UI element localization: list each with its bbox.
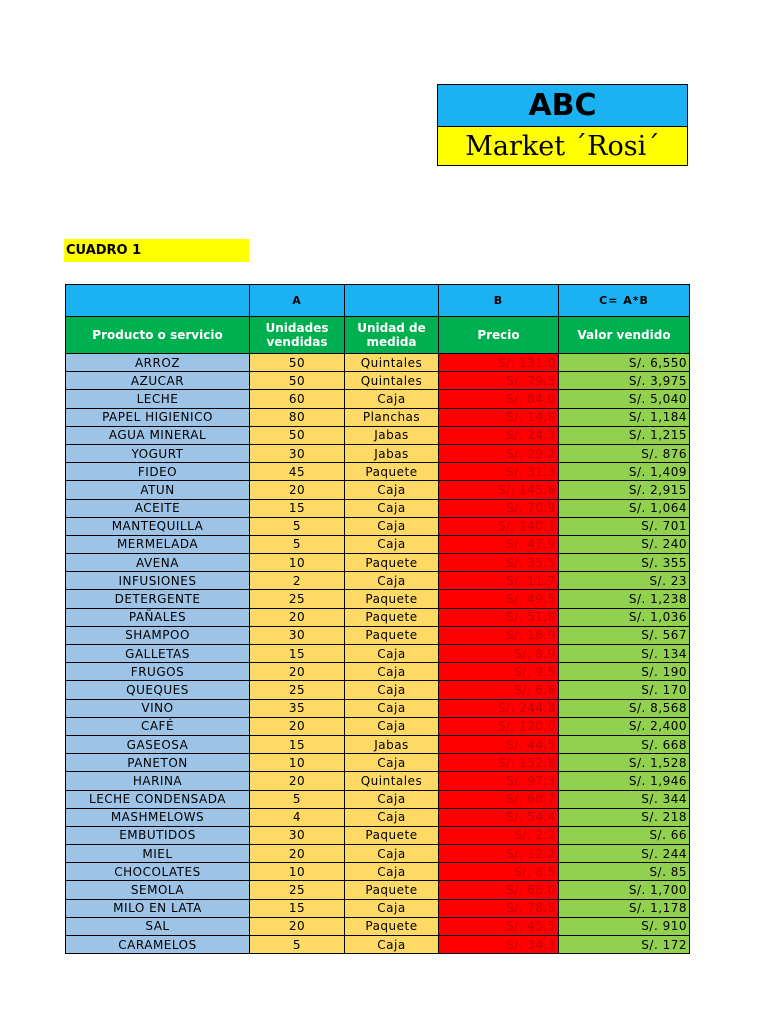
units-cell: 80 [250, 408, 345, 426]
product-cell: HARINA [66, 772, 250, 790]
units-cell: 10 [250, 863, 345, 881]
measure-cell: Quintales [345, 372, 439, 390]
value-cell: S/. 170 [559, 681, 690, 699]
measure-cell: Paquete [345, 590, 439, 608]
units-cell: 25 [250, 590, 345, 608]
table-row [66, 372, 690, 390]
units-cell: 2 [250, 572, 345, 590]
header-units: Unidades vendidas [250, 317, 345, 354]
table-row [66, 863, 690, 881]
value-cell: S/. 1,238 [559, 590, 690, 608]
value-cell: S/. 1,178 [559, 899, 690, 917]
measure-cell: Caja [345, 808, 439, 826]
value-cell: S/. 567 [559, 626, 690, 644]
table-row [66, 717, 690, 735]
measure-cell: Caja [345, 936, 439, 954]
units-cell: 50 [250, 372, 345, 390]
measure-cell: Caja [345, 663, 439, 681]
product-cell: SAL [66, 917, 250, 935]
value-cell: S/. 172 [559, 936, 690, 954]
price-cell: S/. 54.4 [439, 808, 559, 826]
table-row [66, 754, 690, 772]
value-cell: S/. 5,040 [559, 390, 690, 408]
table-row [66, 426, 690, 444]
value-cell: S/. 1,215 [559, 426, 690, 444]
product-cell: SHAMPOO [66, 626, 250, 644]
value-cell: S/. 85 [559, 863, 690, 881]
value-cell: S/. 910 [559, 917, 690, 935]
measure-cell: Planchas [345, 408, 439, 426]
header-letters-row [66, 285, 690, 317]
table-row [66, 663, 690, 681]
price-cell: S/. 29.2 [439, 444, 559, 462]
units-cell: 15 [250, 735, 345, 753]
measure-cell: Jabas [345, 444, 439, 462]
value-cell: S/. 876 [559, 444, 690, 462]
product-cell: MANTEQUILLA [66, 517, 250, 535]
units-cell: 20 [250, 845, 345, 863]
units-cell: 20 [250, 481, 345, 499]
table-row [66, 699, 690, 717]
measure-cell: Paquete [345, 463, 439, 481]
units-cell: 50 [250, 426, 345, 444]
units-cell: 5 [250, 790, 345, 808]
measure-cell: Caja [345, 390, 439, 408]
value-cell: S/. 134 [559, 645, 690, 663]
header-value: Valor vendido [559, 317, 690, 354]
units-cell: 60 [250, 390, 345, 408]
product-cell: DETERGENTE [66, 590, 250, 608]
units-cell: 50 [250, 354, 345, 372]
value-cell: S/. 1,700 [559, 881, 690, 899]
price-cell: S/. 47.9 [439, 535, 559, 553]
units-cell: 5 [250, 936, 345, 954]
product-cell: FIDEO [66, 463, 250, 481]
units-cell: 25 [250, 681, 345, 699]
units-cell: 20 [250, 772, 345, 790]
measure-cell: Caja [345, 645, 439, 663]
product-cell: MASHMELOWS [66, 808, 250, 826]
measure-cell: Caja [345, 899, 439, 917]
value-cell: S/. 344 [559, 790, 690, 808]
measure-cell: Caja [345, 845, 439, 863]
table-row [66, 481, 690, 499]
value-cell: S/. 668 [559, 735, 690, 753]
product-cell: ARROZ [66, 354, 250, 372]
measure-cell: Paquete [345, 826, 439, 844]
units-cell: 4 [250, 808, 345, 826]
value-cell: S/. 6,550 [559, 354, 690, 372]
table-row [66, 463, 690, 481]
price-cell: S/. 44.5 [439, 735, 559, 753]
price-cell: S/. 6.8 [439, 681, 559, 699]
price-cell: S/. 2.2 [439, 826, 559, 844]
header-names-row [66, 317, 690, 354]
value-cell: S/. 8,568 [559, 699, 690, 717]
price-cell: S/. 9.5 [439, 663, 559, 681]
table-row [66, 826, 690, 844]
units-cell: 20 [250, 663, 345, 681]
price-cell: S/. 34.3 [439, 936, 559, 954]
price-cell: S/. 79.5 [439, 372, 559, 390]
product-cell: ATUN [66, 481, 250, 499]
table-row [66, 899, 690, 917]
sales-table [65, 284, 690, 954]
measure-cell: Quintales [345, 354, 439, 372]
header-product: Producto o servicio [66, 317, 250, 354]
title-abc: ABC [438, 85, 687, 127]
measure-cell: Jabas [345, 735, 439, 753]
price-cell: S/. 11.7 [439, 572, 559, 590]
product-cell: INFUSIONES [66, 572, 250, 590]
measure-cell: Caja [345, 863, 439, 881]
product-cell: PAÑALES [66, 608, 250, 626]
price-cell: S/. 68.7 [439, 790, 559, 808]
price-cell: S/. 70.9 [439, 499, 559, 517]
table-row [66, 572, 690, 590]
price-cell: S/. 8.9 [439, 645, 559, 663]
table-row [66, 735, 690, 753]
product-cell: LECHE CONDENSADA [66, 790, 250, 808]
price-cell: S/. 84.0 [439, 390, 559, 408]
table-row [66, 354, 690, 372]
product-cell: MILO EN LATA [66, 899, 250, 917]
table-row [66, 608, 690, 626]
product-cell: AZUCAR [66, 372, 250, 390]
units-cell: 15 [250, 645, 345, 663]
units-cell: 20 [250, 917, 345, 935]
product-cell: QUEQUES [66, 681, 250, 699]
table-row [66, 881, 690, 899]
price-cell: S/. 31.3 [439, 463, 559, 481]
product-cell: AGUA MINERAL [66, 426, 250, 444]
title-box [437, 84, 688, 166]
value-cell: S/. 190 [559, 663, 690, 681]
measure-cell: Caja [345, 572, 439, 590]
units-cell: 20 [250, 608, 345, 626]
value-cell: S/. 2,400 [559, 717, 690, 735]
value-cell: S/. 1,409 [559, 463, 690, 481]
measure-cell: Caja [345, 535, 439, 553]
product-cell: CAFÉ [66, 717, 250, 735]
product-cell: MIEL [66, 845, 250, 863]
price-cell: S/. 35.5 [439, 554, 559, 572]
units-cell: 35 [250, 699, 345, 717]
price-cell: S/. 18.9 [439, 626, 559, 644]
product-cell: EMBUTIDOS [66, 826, 250, 844]
units-cell: 30 [250, 826, 345, 844]
table-row [66, 499, 690, 517]
units-cell: 25 [250, 881, 345, 899]
price-cell: S/. 68.0 [439, 881, 559, 899]
measure-cell: Caja [345, 517, 439, 535]
product-cell: PAPEL HIGIENICO [66, 408, 250, 426]
price-cell: S/. 8.5 [439, 863, 559, 881]
units-cell: 5 [250, 517, 345, 535]
measure-cell: Caja [345, 699, 439, 717]
product-cell: MERMELADA [66, 535, 250, 553]
product-cell: GALLETAS [66, 645, 250, 663]
table-row [66, 554, 690, 572]
price-cell: S/. 14.8 [439, 408, 559, 426]
price-cell: S/. 152.8 [439, 754, 559, 772]
title-market-name: Market ´Rosi´ [438, 127, 687, 165]
cuadro-label: CUADRO 1 [64, 239, 249, 262]
measure-cell: Caja [345, 754, 439, 772]
measure-cell: Caja [345, 499, 439, 517]
value-cell: S/. 2,915 [559, 481, 690, 499]
table-row [66, 408, 690, 426]
product-cell: LECHE [66, 390, 250, 408]
table-row [66, 845, 690, 863]
table-row [66, 790, 690, 808]
table-row [66, 936, 690, 954]
table-row [66, 772, 690, 790]
measure-cell: Jabas [345, 426, 439, 444]
table-row [66, 645, 690, 663]
price-cell: S/. 49.5 [439, 590, 559, 608]
value-cell: S/. 1,946 [559, 772, 690, 790]
table-row [66, 517, 690, 535]
price-cell: S/. 51.8 [439, 608, 559, 626]
product-cell: ACEITE [66, 499, 250, 517]
value-cell: S/. 1,036 [559, 608, 690, 626]
price-cell: S/. 140.1 [439, 517, 559, 535]
table-row [66, 626, 690, 644]
value-cell: S/. 701 [559, 517, 690, 535]
table-row [66, 535, 690, 553]
product-cell: CARAMELOS [66, 936, 250, 954]
product-cell: PANETON [66, 754, 250, 772]
table-row [66, 808, 690, 826]
units-cell: 30 [250, 444, 345, 462]
value-cell: S/. 240 [559, 535, 690, 553]
units-cell: 5 [250, 535, 345, 553]
letter-cell-product [66, 285, 250, 317]
value-cell: S/. 1,064 [559, 499, 690, 517]
measure-cell: Paquete [345, 554, 439, 572]
product-cell: SEMOLA [66, 881, 250, 899]
price-cell: S/. 120.0 [439, 717, 559, 735]
units-cell: 15 [250, 899, 345, 917]
price-cell: S/. 131.0 [439, 354, 559, 372]
header-measure: Unidad de medida [345, 317, 439, 354]
value-cell: S/. 66 [559, 826, 690, 844]
header-price: Precio [439, 317, 559, 354]
value-cell: S/. 23 [559, 572, 690, 590]
table-row [66, 390, 690, 408]
product-cell: VINO [66, 699, 250, 717]
measure-cell: Caja [345, 717, 439, 735]
letter-cell-units: A [250, 285, 345, 317]
product-cell: AVENA [66, 554, 250, 572]
product-cell: GASEOSA [66, 735, 250, 753]
units-cell: 45 [250, 463, 345, 481]
letter-cell-value: C= A*B [559, 285, 690, 317]
value-cell: S/. 218 [559, 808, 690, 826]
product-cell: CHOCOLATES [66, 863, 250, 881]
measure-cell: Paquete [345, 881, 439, 899]
value-cell: S/. 1,184 [559, 408, 690, 426]
units-cell: 15 [250, 499, 345, 517]
product-cell: FRUGOS [66, 663, 250, 681]
measure-cell: Paquete [345, 626, 439, 644]
measure-cell: Caja [345, 481, 439, 499]
price-cell: S/. 145.8 [439, 481, 559, 499]
units-cell: 30 [250, 626, 345, 644]
table-row [66, 590, 690, 608]
table-row [66, 917, 690, 935]
value-cell: S/. 355 [559, 554, 690, 572]
units-cell: 10 [250, 754, 345, 772]
measure-cell: Paquete [345, 608, 439, 626]
table-row [66, 444, 690, 462]
price-cell: S/. 244.8 [439, 699, 559, 717]
units-cell: 20 [250, 717, 345, 735]
value-cell: S/. 3,975 [559, 372, 690, 390]
units-cell: 10 [250, 554, 345, 572]
value-cell: S/. 1,528 [559, 754, 690, 772]
letter-cell-price: B [439, 285, 559, 317]
measure-cell: Quintales [345, 772, 439, 790]
measure-cell: Paquete [345, 917, 439, 935]
product-cell: YOGURT [66, 444, 250, 462]
price-cell: S/. 24.3 [439, 426, 559, 444]
letter-cell-measure [345, 285, 439, 317]
price-cell: S/. 78.5 [439, 899, 559, 917]
price-cell: S/. 45.5 [439, 917, 559, 935]
price-cell: S/. 97.3 [439, 772, 559, 790]
measure-cell: Caja [345, 790, 439, 808]
price-cell: S/. 12.2 [439, 845, 559, 863]
value-cell: S/. 244 [559, 845, 690, 863]
table-row [66, 681, 690, 699]
measure-cell: Caja [345, 681, 439, 699]
